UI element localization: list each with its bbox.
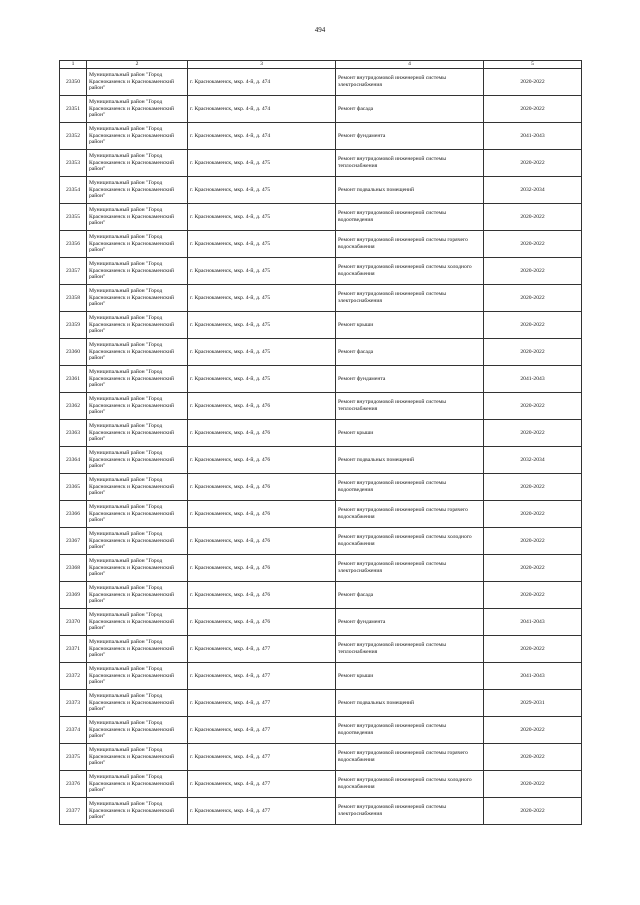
municipality-cell: Муниципальный район "Город Краснокаменск и Краснокаменский район" (87, 582, 188, 609)
table-row (60, 339, 582, 366)
work-type-cell: Ремонт внутридомовой инженерной системы горячего водоснабжения (336, 744, 484, 771)
row-number: 23352 (60, 123, 87, 150)
municipality-cell: Муниципальный район "Город Краснокаменск и Краснокаменский район" (87, 231, 188, 258)
repair-schedule-table (59, 60, 582, 825)
municipality-cell: Муниципальный район "Город Краснокаменск и Краснокаменский район" (87, 258, 188, 285)
work-type-cell: Ремонт подвальных помещений (336, 447, 484, 474)
work-type-cell: Ремонт внутридомовой инженерной системы холодного водоснабжения (336, 771, 484, 798)
period-cell: 2020-2022 (484, 744, 582, 771)
period-cell: 2020-2022 (484, 771, 582, 798)
address-cell: г. Краснокаменск, мкр. 4-й, д. 477 (188, 771, 336, 798)
municipality-cell: Муниципальный район "Город Краснокаменск и Краснокаменский район" (87, 339, 188, 366)
row-number: 23364 (60, 447, 87, 474)
table-row (60, 177, 582, 204)
column-header: 1 (60, 61, 87, 69)
municipality-cell: Муниципальный район "Город Краснокаменск и Краснокаменский район" (87, 150, 188, 177)
address-cell: г. Краснокаменск, мкр. 4-й, д. 476 (188, 474, 336, 501)
period-cell: 2020-2022 (484, 204, 582, 231)
column-header: 2 (87, 61, 188, 69)
municipality-cell: Муниципальный район "Город Краснокаменск и Краснокаменский район" (87, 204, 188, 231)
address-cell: г. Краснокаменск, мкр. 4-й, д. 475 (188, 231, 336, 258)
row-number: 23376 (60, 771, 87, 798)
row-number: 23365 (60, 474, 87, 501)
row-number: 23361 (60, 366, 87, 393)
work-type-cell: Ремонт внутридомовой инженерной системы теплоснабжения (336, 393, 484, 420)
address-cell: г. Краснокаменск, мкр. 4-й, д. 475 (188, 150, 336, 177)
address-cell: г. Краснокаменск, мкр. 4-й, д. 475 (188, 177, 336, 204)
period-cell: 2020-2022 (484, 582, 582, 609)
work-type-cell: Ремонт подвальных помещений (336, 177, 484, 204)
work-type-cell: Ремонт фундамента (336, 123, 484, 150)
table-row (60, 69, 582, 96)
municipality-cell: Муниципальный район "Город Краснокаменск и Краснокаменский район" (87, 501, 188, 528)
work-type-cell: Ремонт внутридомовой инженерной системы водоотведения (336, 204, 484, 231)
address-cell: г. Краснокаменск, мкр. 4-й, д. 476 (188, 447, 336, 474)
row-number: 23358 (60, 285, 87, 312)
table-row (60, 123, 582, 150)
municipality-cell: Муниципальный район "Город Краснокаменск и Краснокаменский район" (87, 312, 188, 339)
table-body (60, 69, 582, 825)
table-row (60, 555, 582, 582)
table-row (60, 204, 582, 231)
row-number: 23367 (60, 528, 87, 555)
period-cell: 2029-2031 (484, 690, 582, 717)
row-number: 23375 (60, 744, 87, 771)
row-number: 23360 (60, 339, 87, 366)
municipality-cell: Муниципальный район "Город Краснокаменск и Краснокаменский район" (87, 744, 188, 771)
row-number: 23373 (60, 690, 87, 717)
period-cell: 2032-2034 (484, 177, 582, 204)
address-cell: г. Краснокаменск, мкр. 4-й, д. 475 (188, 285, 336, 312)
address-cell: г. Краснокаменск, мкр. 4-й, д. 476 (188, 609, 336, 636)
work-type-cell: Ремонт фасада (336, 582, 484, 609)
table-row (60, 744, 582, 771)
address-cell: г. Краснокаменск, мкр. 4-й, д. 477 (188, 636, 336, 663)
address-cell: г. Краснокаменск, мкр. 4-й, д. 476 (188, 528, 336, 555)
period-cell: 2020-2022 (484, 555, 582, 582)
column-header: 5 (484, 61, 582, 69)
period-cell: 2041-2043 (484, 123, 582, 150)
table-row (60, 717, 582, 744)
address-cell: г. Краснокаменск, мкр. 4-й, д. 477 (188, 690, 336, 717)
table-row (60, 582, 582, 609)
work-type-cell: Ремонт внутридомовой инженерной системы электроснабжения (336, 555, 484, 582)
table-row (60, 231, 582, 258)
address-cell: г. Краснокаменск, мкр. 4-й, д. 477 (188, 744, 336, 771)
work-type-cell: Ремонт внутридомовой инженерной системы электроснабжения (336, 69, 484, 96)
period-cell: 2020-2022 (484, 258, 582, 285)
address-cell: г. Краснокаменск, мкр. 4-й, д. 476 (188, 555, 336, 582)
row-number: 23372 (60, 663, 87, 690)
period-cell: 2041-2043 (484, 366, 582, 393)
work-type-cell: Ремонт внутридомовой инженерной системы холодного водоснабжения (336, 258, 484, 285)
table-row (60, 312, 582, 339)
table-row (60, 771, 582, 798)
work-type-cell: Ремонт подвальных помещений (336, 690, 484, 717)
column-number-row (60, 61, 582, 69)
address-cell: г. Краснокаменск, мкр. 4-й, д. 475 (188, 339, 336, 366)
municipality-cell: Муниципальный район "Город Краснокаменск и Краснокаменский район" (87, 609, 188, 636)
period-cell: 2020-2022 (484, 96, 582, 123)
address-cell: г. Краснокаменск, мкр. 4-й, д. 477 (188, 663, 336, 690)
municipality-cell: Муниципальный район "Город Краснокаменск и Краснокаменский район" (87, 285, 188, 312)
municipality-cell: Муниципальный район "Город Краснокаменск и Краснокаменский район" (87, 717, 188, 744)
table-row (60, 501, 582, 528)
period-cell: 2020-2022 (484, 231, 582, 258)
row-number: 23369 (60, 582, 87, 609)
work-type-cell: Ремонт внутридомовой инженерной системы водоотведения (336, 717, 484, 744)
municipality-cell: Муниципальный район "Город Краснокаменск и Краснокаменский район" (87, 393, 188, 420)
table-row (60, 366, 582, 393)
period-cell: 2020-2022 (484, 636, 582, 663)
municipality-cell: Муниципальный район "Город Краснокаменск и Краснокаменский район" (87, 123, 188, 150)
table-row (60, 609, 582, 636)
row-number: 23355 (60, 204, 87, 231)
municipality-cell: Муниципальный район "Город Краснокаменск и Краснокаменский район" (87, 555, 188, 582)
period-cell: 2041-2043 (484, 609, 582, 636)
address-cell: г. Краснокаменск, мкр. 4-й, д. 475 (188, 258, 336, 285)
address-cell: г. Краснокаменск, мкр. 4-й, д. 475 (188, 366, 336, 393)
municipality-cell: Муниципальный район "Город Краснокаменск и Краснокаменский район" (87, 474, 188, 501)
work-type-cell: Ремонт фасада (336, 96, 484, 123)
table-row (60, 447, 582, 474)
work-type-cell: Ремонт крыши (336, 663, 484, 690)
municipality-cell: Муниципальный район "Город Краснокаменск и Краснокаменский район" (87, 96, 188, 123)
address-cell: г. Краснокаменск, мкр. 4-й, д. 475 (188, 204, 336, 231)
work-type-cell: Ремонт фундамента (336, 609, 484, 636)
row-number: 23354 (60, 177, 87, 204)
row-number: 23374 (60, 717, 87, 744)
work-type-cell: Ремонт внутридомовой инженерной системы водоотведения (336, 474, 484, 501)
row-number: 23368 (60, 555, 87, 582)
address-cell: г. Краснокаменск, мкр. 4-й, д. 476 (188, 501, 336, 528)
period-cell: 2032-2034 (484, 447, 582, 474)
work-type-cell: Ремонт фундамента (336, 366, 484, 393)
municipality-cell: Муниципальный район "Город Краснокаменск и Краснокаменский район" (87, 528, 188, 555)
municipality-cell: Муниципальный район "Город Краснокаменск и Краснокаменский район" (87, 771, 188, 798)
work-type-cell: Ремонт внутридомовой инженерной системы электроснабжения (336, 798, 484, 825)
municipality-cell: Муниципальный район "Город Краснокаменск и Краснокаменский район" (87, 420, 188, 447)
municipality-cell: Муниципальный район "Город Краснокаменск и Краснокаменский район" (87, 177, 188, 204)
work-type-cell: Ремонт внутридомовой инженерной системы горячего водоснабжения (336, 231, 484, 258)
period-cell: 2020-2022 (484, 420, 582, 447)
row-number: 23366 (60, 501, 87, 528)
work-type-cell: Ремонт внутридомовой инженерной системы теплоснабжения (336, 636, 484, 663)
period-cell: 2020-2022 (484, 501, 582, 528)
period-cell: 2020-2022 (484, 312, 582, 339)
municipality-cell: Муниципальный район "Город Краснокаменск и Краснокаменский район" (87, 366, 188, 393)
municipality-cell: Муниципальный район "Город Краснокаменск и Краснокаменский район" (87, 798, 188, 825)
row-number: 23371 (60, 636, 87, 663)
address-cell: г. Краснокаменск, мкр. 4-й, д. 477 (188, 717, 336, 744)
period-cell: 2020-2022 (484, 339, 582, 366)
work-type-cell: Ремонт внутридомовой инженерной системы горячего водоснабжения (336, 501, 484, 528)
period-cell: 2020-2022 (484, 393, 582, 420)
table-row (60, 150, 582, 177)
period-cell: 2020-2022 (484, 474, 582, 501)
work-type-cell: Ремонт внутридомовой инженерной системы теплоснабжения (336, 150, 484, 177)
row-number: 23357 (60, 258, 87, 285)
address-cell: г. Краснокаменск, мкр. 4-й, д. 476 (188, 582, 336, 609)
period-cell: 2041-2043 (484, 663, 582, 690)
municipality-cell: Муниципальный район "Город Краснокаменск и Краснокаменский район" (87, 663, 188, 690)
work-type-cell: Ремонт фасада (336, 339, 484, 366)
address-cell: г. Краснокаменск, мкр. 4-й, д. 475 (188, 312, 336, 339)
work-type-cell: Ремонт крыши (336, 420, 484, 447)
table-row (60, 636, 582, 663)
row-number: 23353 (60, 150, 87, 177)
row-number: 23362 (60, 393, 87, 420)
row-number: 23363 (60, 420, 87, 447)
work-type-cell: Ремонт внутридомовой инженерной системы электроснабжения (336, 285, 484, 312)
row-number: 23370 (60, 609, 87, 636)
address-cell: г. Краснокаменск, мкр. 4-й, д. 477 (188, 798, 336, 825)
row-number: 23377 (60, 798, 87, 825)
column-header: 3 (188, 61, 336, 69)
period-cell: 2020-2022 (484, 285, 582, 312)
row-number: 23359 (60, 312, 87, 339)
period-cell: 2020-2022 (484, 150, 582, 177)
address-cell: г. Краснокаменск, мкр. 4-й, д. 476 (188, 393, 336, 420)
table-row (60, 528, 582, 555)
row-number: 23351 (60, 96, 87, 123)
table-row (60, 258, 582, 285)
table-row (60, 420, 582, 447)
municipality-cell: Муниципальный район "Город Краснокаменск и Краснокаменский район" (87, 636, 188, 663)
work-type-cell: Ремонт внутридомовой инженерной системы холодного водоснабжения (336, 528, 484, 555)
address-cell: г. Краснокаменск, мкр. 4-й, д. 474 (188, 69, 336, 96)
period-cell: 2020-2022 (484, 717, 582, 744)
row-number: 23356 (60, 231, 87, 258)
page-number: 494 (314, 26, 326, 34)
row-number: 23350 (60, 69, 87, 96)
table-row (60, 798, 582, 825)
table-row (60, 393, 582, 420)
table-row (60, 663, 582, 690)
address-cell: г. Краснокаменск, мкр. 4-й, д. 474 (188, 96, 336, 123)
table-row (60, 96, 582, 123)
column-header: 4 (336, 61, 484, 69)
table-row (60, 285, 582, 312)
municipality-cell: Муниципальный район "Город Краснокаменск и Краснокаменский район" (87, 447, 188, 474)
work-type-cell: Ремонт крыши (336, 312, 484, 339)
period-cell: 2020-2022 (484, 528, 582, 555)
period-cell: 2020-2022 (484, 69, 582, 96)
period-cell: 2020-2022 (484, 798, 582, 825)
municipality-cell: Муниципальный район "Город Краснокаменск и Краснокаменский район" (87, 690, 188, 717)
address-cell: г. Краснокаменск, мкр. 4-й, д. 474 (188, 123, 336, 150)
address-cell: г. Краснокаменск, мкр. 4-й, д. 476 (188, 420, 336, 447)
municipality-cell: Муниципальный район "Город Краснокаменск и Краснокаменский район" (87, 69, 188, 96)
table-row (60, 474, 582, 501)
table-row (60, 690, 582, 717)
